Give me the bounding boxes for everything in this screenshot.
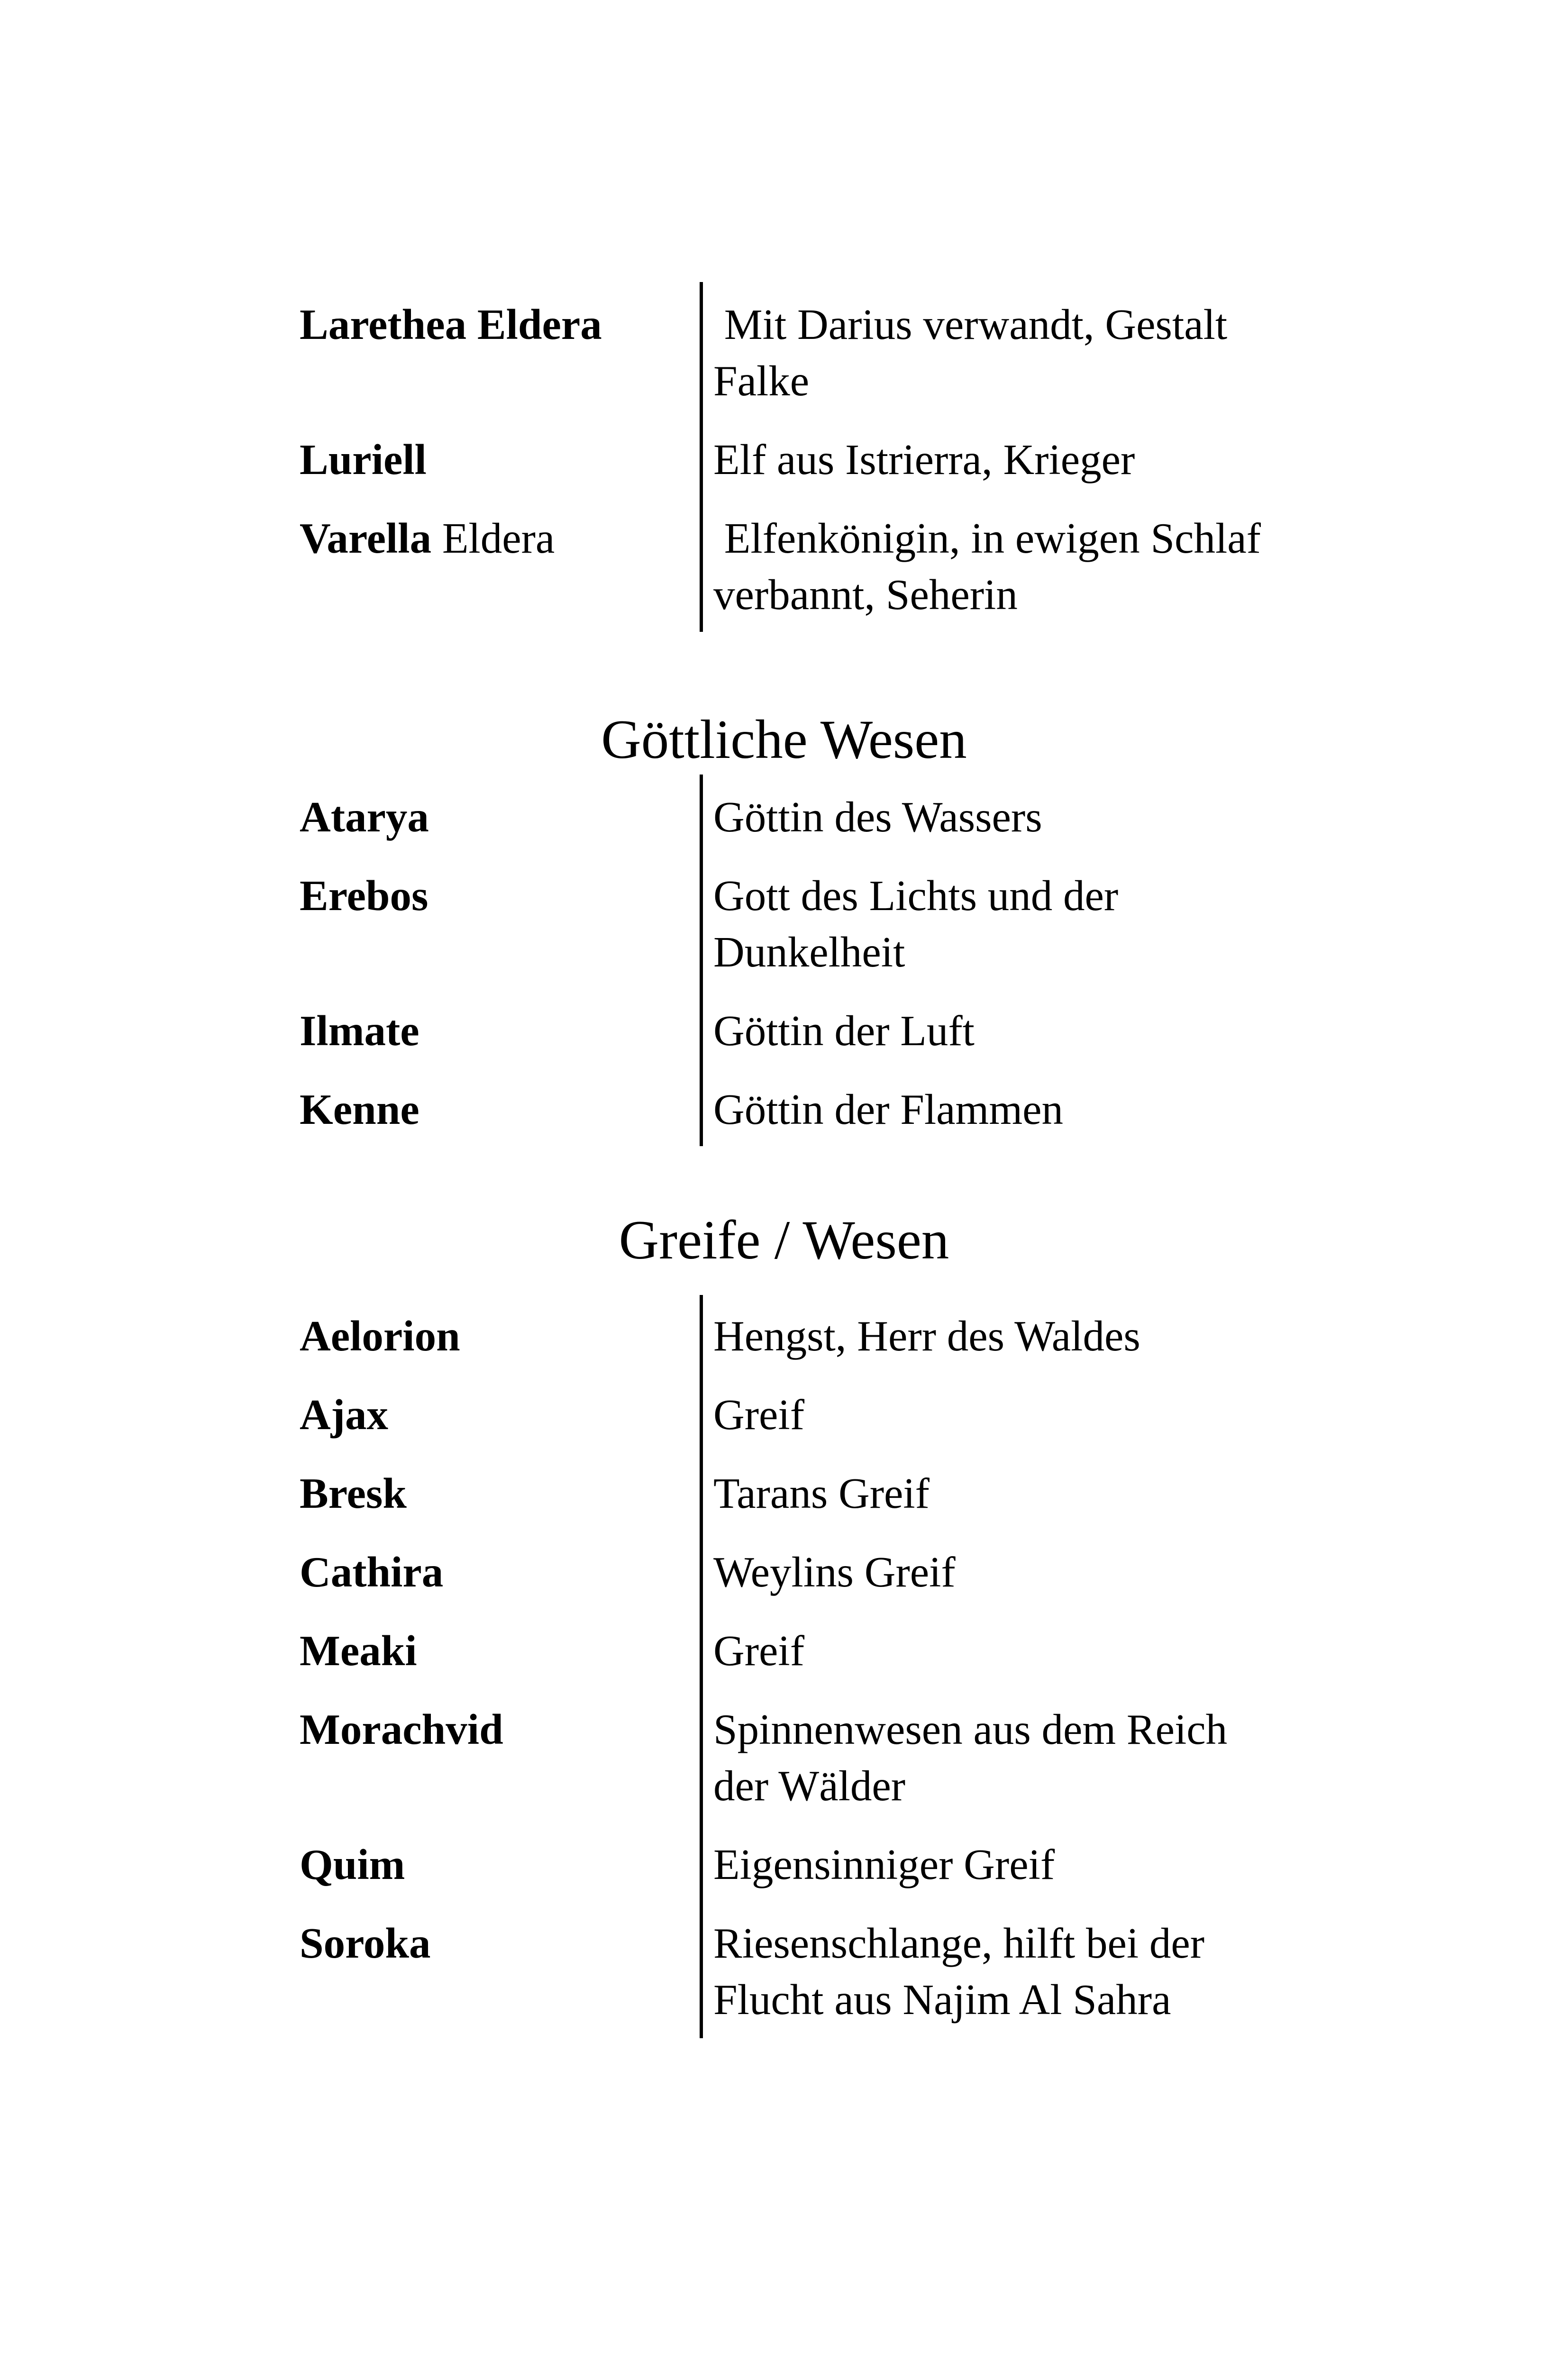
entry-description xyxy=(713,1915,1204,2028)
entry-row xyxy=(0,1465,1568,1522)
description-line: der Wälder xyxy=(713,1762,906,1810)
entry-name-text: Larethea Eldera xyxy=(300,301,602,348)
entry-description xyxy=(713,1544,956,1600)
description-line: Spinnenwesen aus dem Reich xyxy=(713,1705,1228,1753)
entry-description xyxy=(713,1081,1063,1138)
entry-name xyxy=(300,1386,713,1443)
entry-name xyxy=(300,867,713,924)
entry-name-text: Erebos xyxy=(300,872,428,920)
entry-name xyxy=(300,1623,713,1679)
description-line: Tarans Greif xyxy=(713,1469,930,1517)
entry-name-text: Meaki xyxy=(300,1627,417,1675)
entry-description xyxy=(713,1308,1140,1364)
entry-description xyxy=(713,296,1227,409)
description-line: Elf aus Istrierra, Krieger xyxy=(713,436,1135,483)
description-line: Eigensinniger Greif xyxy=(713,1841,1055,1888)
description-line: Greif xyxy=(713,1391,804,1439)
entry-name xyxy=(300,431,713,488)
entry-description xyxy=(713,1386,804,1443)
glossary-section-deities xyxy=(0,775,1568,1146)
entry-row xyxy=(0,1003,1568,1059)
description-line: Gott des Lichts und der xyxy=(713,872,1119,920)
entry-description xyxy=(713,867,1118,980)
description-line: Elfenkönigin, in ewigen Schlaf xyxy=(713,514,1261,562)
section-heading: Göttliche Wesen xyxy=(601,709,967,770)
entry-name-text: Ilmate xyxy=(300,1007,419,1055)
entry-row xyxy=(0,1544,1568,1600)
entry-row xyxy=(0,1308,1568,1364)
column-divider-line xyxy=(700,1295,703,2038)
description-line: Göttin der Luft xyxy=(713,1007,975,1055)
entry-row xyxy=(0,431,1568,488)
entry-row xyxy=(0,296,1568,409)
entry-name-text: Luriell xyxy=(300,436,427,483)
entry-description xyxy=(713,1701,1227,1814)
description-line: verbannt, Seherin xyxy=(713,571,1018,619)
description-line: Göttin der Flammen xyxy=(713,1085,1063,1133)
entry-name-text: Cathira xyxy=(300,1548,444,1596)
description-line: Falke xyxy=(713,357,810,405)
entry-description xyxy=(713,510,1261,623)
entry-description xyxy=(713,1003,975,1059)
entry-name-text: Kenne xyxy=(300,1085,419,1133)
entry-description xyxy=(713,1465,930,1522)
section-heading: Greife / Wesen xyxy=(619,1210,949,1271)
glossary-section-creatures xyxy=(0,1295,1568,2038)
entry-row xyxy=(0,1081,1568,1138)
description-line: Mit Darius verwandt, Gestalt xyxy=(713,301,1228,348)
entry-name-text: Quim xyxy=(300,1841,405,1888)
entry-row xyxy=(0,789,1568,845)
entry-name-text: Soroka xyxy=(300,1919,431,1967)
entry-name-regular-text: Eldera xyxy=(442,514,555,562)
description-line: Riesenschlange, hilft bei der xyxy=(713,1919,1205,1967)
entry-name-text: Varella xyxy=(300,514,432,562)
description-line: Hengst, Herr des Waldes xyxy=(713,1312,1140,1360)
entry-name xyxy=(300,789,713,845)
entry-name xyxy=(300,510,713,566)
description-line: Weylins Greif xyxy=(713,1548,956,1596)
entry-description xyxy=(713,431,1135,488)
entry-description xyxy=(713,1836,1055,1893)
column-divider-line xyxy=(700,775,703,1146)
column-divider-line xyxy=(700,282,703,632)
entry-name xyxy=(300,1915,713,1971)
entry-row xyxy=(0,1701,1568,1814)
entry-name xyxy=(300,1701,713,1758)
entry-name xyxy=(300,1003,713,1059)
entry-name xyxy=(300,1465,713,1522)
entry-row xyxy=(0,867,1568,980)
glossary-section-elves xyxy=(0,282,1568,632)
entry-name xyxy=(300,1081,713,1138)
entry-row xyxy=(0,1915,1568,2028)
description-line: Göttin des Wassers xyxy=(713,793,1042,841)
entry-name-text: Bresk xyxy=(300,1469,407,1517)
description-line: Flucht aus Najim Al Sahra xyxy=(713,1976,1171,2024)
entry-name xyxy=(300,1308,713,1364)
entry-name-text: Ajax xyxy=(300,1391,389,1439)
description-line: Greif xyxy=(713,1627,804,1675)
entry-description xyxy=(713,1623,804,1679)
entry-description xyxy=(713,789,1042,845)
entry-name-text: Atarya xyxy=(300,793,429,841)
entry-name-text: Aelorion xyxy=(300,1312,460,1360)
entry-name xyxy=(300,1544,713,1600)
entry-row xyxy=(0,1836,1568,1893)
description-line: Dunkelheit xyxy=(713,928,905,976)
entry-row xyxy=(0,1386,1568,1443)
entry-name xyxy=(300,1836,713,1893)
entry-name xyxy=(300,296,713,353)
entry-name-text: Morachvid xyxy=(300,1705,503,1753)
entry-row xyxy=(0,510,1568,623)
entry-row xyxy=(0,1623,1568,1679)
